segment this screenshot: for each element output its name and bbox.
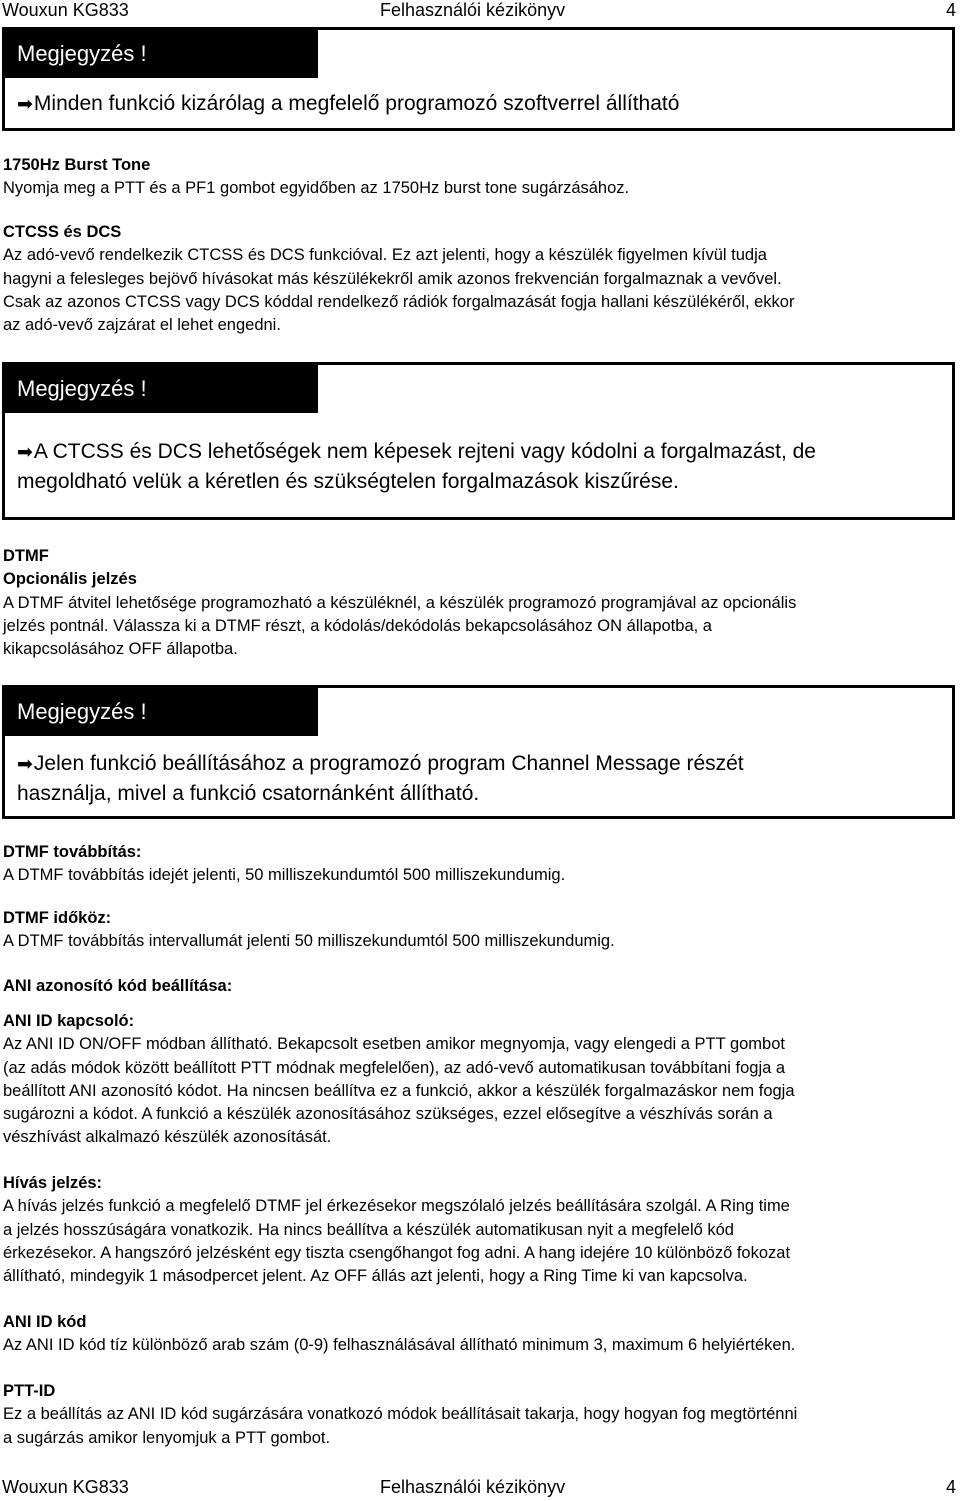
header-product: Wouxun KG833 — [2, 0, 129, 20]
note-line: Minden funkció kizárólag a megfelelő programozó szoftverrel állítható — [33, 92, 680, 115]
section-text: Az ANI ID kód tíz különböző arab szám (0-9) felhasználásával állítható minimum 3, maximum 6 helyiértéken. — [3, 1336, 796, 1355]
note-text — [17, 89, 942, 119]
header-title: Felhasználói kézikönyv — [380, 0, 566, 20]
section-line: (az adás módok között beállított PTT módnak megfelelően), az adó-vevő automatikusan továbbítani fogja a — [3, 1058, 786, 1077]
section-ani-code — [3, 1311, 958, 1358]
section-ptt-id — [3, 1380, 958, 1450]
section-dtmf — [3, 545, 958, 661]
section-title: ANI ID kód — [3, 1313, 87, 1331]
section-line: kikapcsolásához OFF állapotba. — [3, 640, 238, 659]
section-line: vészhívást alkalmazó készülék azonosítását. — [3, 1128, 332, 1147]
section-line: hagyni a felesleges bejövő hívásokat más készülékekről amik azonos frekvencián forgalmaznak a vevővel. — [3, 269, 782, 288]
section-title: DTMF — [3, 547, 49, 565]
page-header — [0, 0, 960, 24]
section-ani-switch — [3, 1010, 958, 1150]
note-box-1 — [2, 27, 955, 131]
footer-title: Felhasználói kézikönyv — [380, 1477, 566, 1497]
section-line: az adó-vevő zajzárat el lehet engedni. — [3, 316, 281, 335]
section-burst-tone — [3, 154, 958, 201]
section-dtmf-transmission — [3, 841, 958, 888]
section-line: a jelzés hosszúságára vonatkozik. Ha nincs beállítva a készülék automatikusan nyit a megfelelő kód — [3, 1220, 734, 1239]
footer-page-number: 4 — [945, 1477, 956, 1497]
section-text: A DTMF továbbítás idejét jelenti, 50 milliszekundumtól 500 milliszekundumig. — [3, 866, 566, 885]
header-page-number: 4 — [945, 0, 956, 20]
section-text: A DTMF továbbítás intervallumát jelenti 50 milliszekundumtól 500 milliszekundumig. — [3, 932, 615, 951]
section-line: érkezésekor. A hangszóró jelzésként egy tiszta csengőhangot fog adni. A hang idejére 10 különböző fokozat — [3, 1243, 791, 1262]
page-footer — [0, 1477, 960, 1501]
section-line: Az ANI ID ON/OFF módban állítható. Bekapcsolt esetben amikor megnyomja, vagy elengedi a PTT gombot — [3, 1035, 785, 1054]
section-title: 1750Hz Burst Tone — [3, 156, 151, 174]
note-tag: Megjegyzés ! — [5, 688, 318, 736]
note-box-2 — [2, 362, 955, 520]
arrow-right-icon: ➡ — [17, 754, 33, 775]
section-dtmf-interval — [3, 907, 958, 954]
section-line: állítható, mindegyik 1 másodpercet jelent. Az OFF állás azt jelenti, hogy a Ring Time ki van kapcsolva. — [3, 1267, 748, 1286]
arrow-right-icon: ➡ — [17, 442, 33, 463]
section-title: CTCSS és DCS — [3, 223, 122, 241]
note-line: megoldható velük a kéretlen és szükségtelen forgalmazások kiszűrése. — [17, 470, 679, 493]
footer-product: Wouxun KG833 — [2, 1477, 129, 1497]
section-line: Az adó-vevő rendelkezik CTCSS és DCS funkcióval. Ez azt jelenti, hogy a készülék figyelmen kívül tudja — [3, 246, 767, 265]
note-line: használja, mivel a funkció csatornánként állítható. — [17, 782, 480, 805]
section-line: jelzés pontnál. Válassza ki a DTMF részt, a kódolás/dekódolás bekapcsolásához ON állapotba, a — [3, 616, 712, 635]
section-title: ANI azonosító kód beállítása: — [3, 977, 233, 995]
section-line: beállított ANI azonosító kódot. Ha nincsen beállítva ez a funkció, akkor a készülék forgalmazáskor nem fogja — [3, 1081, 795, 1100]
section-ani-setup — [3, 975, 958, 998]
note-tag: Megjegyzés ! — [5, 30, 318, 78]
arrow-right-icon: ➡ — [17, 94, 33, 115]
note-box-3 — [2, 685, 955, 819]
section-ctcss-dcs — [3, 221, 958, 337]
note-text — [17, 437, 942, 496]
section-subtitle: Opcionális jelzés — [3, 570, 137, 589]
note-text — [17, 749, 942, 808]
section-call-signal — [3, 1172, 958, 1288]
section-line: a sugárzás amikor lenyomjuk a PTT gombot. — [3, 1428, 331, 1447]
section-title: PTT-ID — [3, 1382, 56, 1400]
note-tag: Megjegyzés ! — [5, 365, 318, 413]
section-line: A hívás jelzés funkció a megfelelő DTMF jel érkezésekor megszólaló jelzés beállítására szolgál. A Ring time — [3, 1197, 790, 1216]
section-line: A DTMF átvitel lehetősége programozható a készüléknél, a készülék programozó programjával az opcionális — [3, 593, 797, 612]
note-line: Jelen funkció beállításához a programozó program Channel Message részét — [33, 752, 744, 775]
section-title: DTMF továbbítás: — [3, 843, 142, 861]
section-line: Csak az azonos CTCSS vagy DCS kóddal rendelkező rádiók forgalmazását fogja hallani készülékéről, ekkor — [3, 292, 795, 311]
section-title: ANI ID kapcsoló: — [3, 1012, 135, 1030]
note-line: A CTCSS és DCS lehetőségek nem képesek rejteni vagy kódolni a forgalmazást, de — [33, 440, 816, 463]
section-text: Nyomja meg a PTT és a PF1 gombot egyidőben az 1750Hz burst tone sugárzásához. — [3, 179, 630, 198]
section-title: Hívás jelzés: — [3, 1174, 103, 1192]
section-line: Ez a beállítás az ANI ID kód sugárzására vonatkozó módok beállításait takarja, hogy hogyan fog megtörténni — [3, 1405, 798, 1424]
section-title: DTMF időköz: — [3, 909, 112, 927]
section-line: sugározni a kódot. A funkció a készülék azonosításához szükséges, ezzel elősegítve a vészhívás során a — [3, 1105, 773, 1124]
